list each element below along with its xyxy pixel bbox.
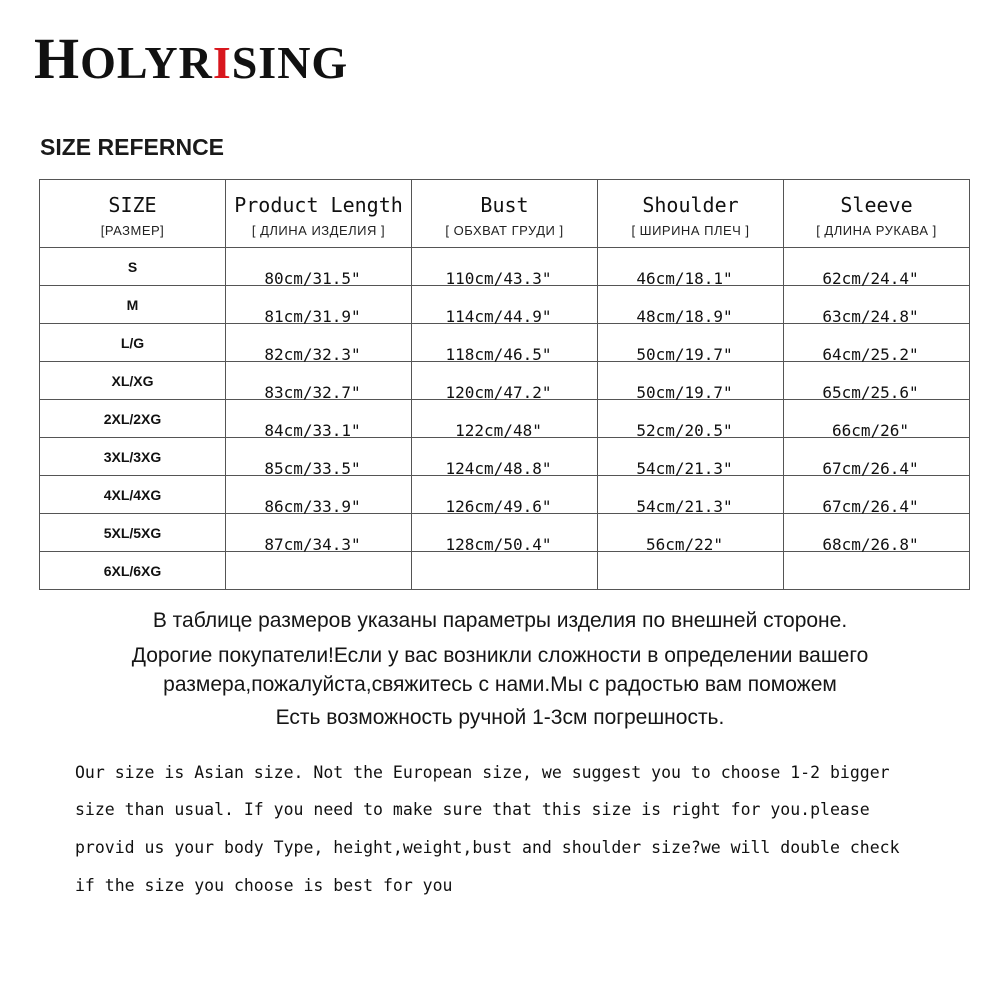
sleeve-value: 67cm/26.4" — [822, 497, 919, 516]
bust-value: 118cm/46.5" — [445, 345, 552, 364]
ru-note-line: Дорогие покупатели!Если у вас возникли сложности в определении вашего — [131, 644, 869, 667]
size-cell: 5XL/5XG — [40, 514, 226, 552]
sleeve-cell — [784, 324, 970, 362]
size-cell: S — [40, 248, 226, 286]
length-cell — [226, 552, 412, 590]
size-cell: XL/XG — [40, 362, 226, 400]
header-length-label: Product Length — [234, 193, 403, 217]
sleeve-cell — [784, 286, 970, 324]
length-value: 85cm/33.5" — [264, 459, 361, 478]
sleeve-value: 67cm/26.4" — [822, 459, 919, 478]
bust-value: 122cm/48" — [455, 421, 542, 440]
length-value: 82cm/32.3" — [264, 345, 361, 364]
bust-cell — [412, 324, 598, 362]
bust-cell — [412, 400, 598, 438]
shoulder-value: 48cm/18.9" — [636, 307, 733, 326]
sleeve-value: 62cm/24.4" — [822, 269, 919, 288]
bust-cell — [412, 248, 598, 286]
ru-note-line: Есть возможность ручной 1-3см погрешность. — [275, 706, 725, 729]
shoulder-cell — [598, 286, 784, 324]
bust-value: 126cm/49.6" — [445, 497, 552, 516]
header-sleeve — [784, 180, 970, 248]
bust-cell — [412, 438, 598, 476]
size-cell: 6XL/6XG — [40, 552, 226, 590]
length-cell — [226, 362, 412, 400]
shoulder-value: 50cm/19.7" — [636, 383, 733, 402]
length-cell — [226, 438, 412, 476]
table-row — [40, 286, 970, 324]
header-length — [226, 180, 412, 248]
shoulder-value: 56cm/22" — [645, 535, 724, 554]
shoulder-cell — [598, 400, 784, 438]
page-title: SIZE REFERNCE — [40, 134, 225, 160]
length-cell — [226, 248, 412, 286]
header-sleeve-label: Sleeve — [840, 193, 913, 217]
bust-value: 114cm/44.9" — [445, 307, 552, 326]
size-cell: 2XL/2XG — [40, 400, 226, 438]
header-shoulder — [598, 180, 784, 248]
shoulder-value: 46cm/18.1" — [636, 269, 733, 288]
shoulder-cell — [598, 324, 784, 362]
length-value: 84cm/33.1" — [264, 421, 361, 440]
shoulder-cell — [598, 248, 784, 286]
brand-logo-highlight: I — [212, 37, 232, 88]
shoulder-cell — [598, 438, 784, 476]
length-cell — [226, 400, 412, 438]
sleeve-cell — [784, 400, 970, 438]
brand-logo-part1: OLYR — [80, 37, 213, 88]
brand-logo — [34, 26, 349, 91]
bust-cell — [412, 552, 598, 590]
sleeve-value: 66cm/26" — [831, 421, 910, 440]
length-cell — [226, 324, 412, 362]
shoulder-cell — [598, 476, 784, 514]
length-cell — [226, 476, 412, 514]
sleeve-cell — [784, 362, 970, 400]
sleeve-value: 64cm/25.2" — [822, 345, 919, 364]
bust-value: 120cm/47.2" — [445, 383, 552, 402]
length-cell — [226, 286, 412, 324]
shoulder-value: 52cm/20.5" — [636, 421, 733, 440]
header-shoulder-sub: [ ШИРИНА ПЛЕЧ ] — [631, 223, 750, 238]
length-value: 83cm/32.7" — [264, 383, 361, 402]
length-cell — [226, 514, 412, 552]
sleeve-cell — [784, 476, 970, 514]
sleeve-cell — [784, 438, 970, 476]
ru-note-line: В таблице размеров указаны параметры изделия по внешней стороне. — [152, 609, 848, 632]
bust-value: 128cm/50.4" — [445, 535, 552, 554]
table-header-row — [40, 180, 970, 248]
table-row — [40, 248, 970, 286]
length-value: 81cm/31.9" — [264, 307, 361, 326]
length-value: 87cm/34.3" — [264, 535, 361, 554]
size-cell: 3XL/3XG — [40, 438, 226, 476]
table-row — [40, 324, 970, 362]
header-size-label: SIZE — [108, 193, 157, 217]
sleeve-value: 63cm/24.8" — [822, 307, 919, 326]
sleeve-value: 65cm/25.6" — [822, 383, 919, 402]
size-cell: 4XL/4XG — [40, 476, 226, 514]
shoulder-value: 54cm/21.3" — [636, 497, 733, 516]
table-row — [40, 476, 970, 514]
shoulder-value: 50cm/19.7" — [636, 345, 733, 364]
shoulder-cell — [598, 514, 784, 552]
shoulder-value: 54cm/21.3" — [636, 459, 733, 478]
table-row — [40, 514, 970, 552]
shoulder-cell — [598, 552, 784, 590]
brand-logo-part2: SING — [231, 37, 349, 88]
header-bust-label: Bust — [480, 193, 529, 217]
header-size-sub: [РАЗМЕР] — [100, 223, 165, 238]
table-row — [40, 362, 970, 400]
header-bust-sub: [ ОБХВАТ ГРУДИ ] — [445, 223, 564, 238]
en-note-line: Our size is Asian size. Not the European size, we suggest you to choose 1-2 bigger — [75, 763, 890, 782]
sleeve-value: 68cm/26.8" — [822, 535, 919, 554]
table-row — [40, 400, 970, 438]
en-note-line: provid us your body Type, height,weight,bust and shoulder size?we will double check — [75, 838, 900, 857]
sleeve-cell — [784, 248, 970, 286]
length-value: 86cm/33.9" — [264, 497, 361, 516]
table-row — [40, 438, 970, 476]
table-row — [40, 552, 970, 590]
length-value: 80cm/31.5" — [264, 269, 361, 288]
bust-value: 110cm/43.3" — [445, 269, 552, 288]
size-cell: L/G — [40, 324, 226, 362]
size-table — [39, 179, 970, 590]
header-length-sub: [ ДЛИНА ИЗДЕЛИЯ ] — [251, 223, 386, 238]
sleeve-cell — [784, 514, 970, 552]
header-shoulder-label: Shoulder — [642, 193, 739, 217]
shoulder-cell — [598, 362, 784, 400]
en-note-line: size than usual. If you need to make sure that this size is right for you.please — [75, 800, 870, 819]
bust-value: 124cm/48.8" — [445, 459, 552, 478]
bust-cell — [412, 476, 598, 514]
header-size — [40, 180, 226, 248]
bust-cell — [412, 286, 598, 324]
size-cell: M — [40, 286, 226, 324]
bust-cell — [412, 514, 598, 552]
brand-logo-initial: H — [34, 26, 81, 91]
en-note-line: if the size you choose is best for you — [75, 876, 453, 895]
bust-cell — [412, 362, 598, 400]
header-sleeve-sub: [ ДЛИНА РУКАВА ] — [816, 223, 937, 238]
header-bust — [412, 180, 598, 248]
sleeve-cell — [784, 552, 970, 590]
ru-note-line: размера,пожалуйста,свяжитесь с нами.Мы с радостью вам поможем — [163, 673, 837, 696]
